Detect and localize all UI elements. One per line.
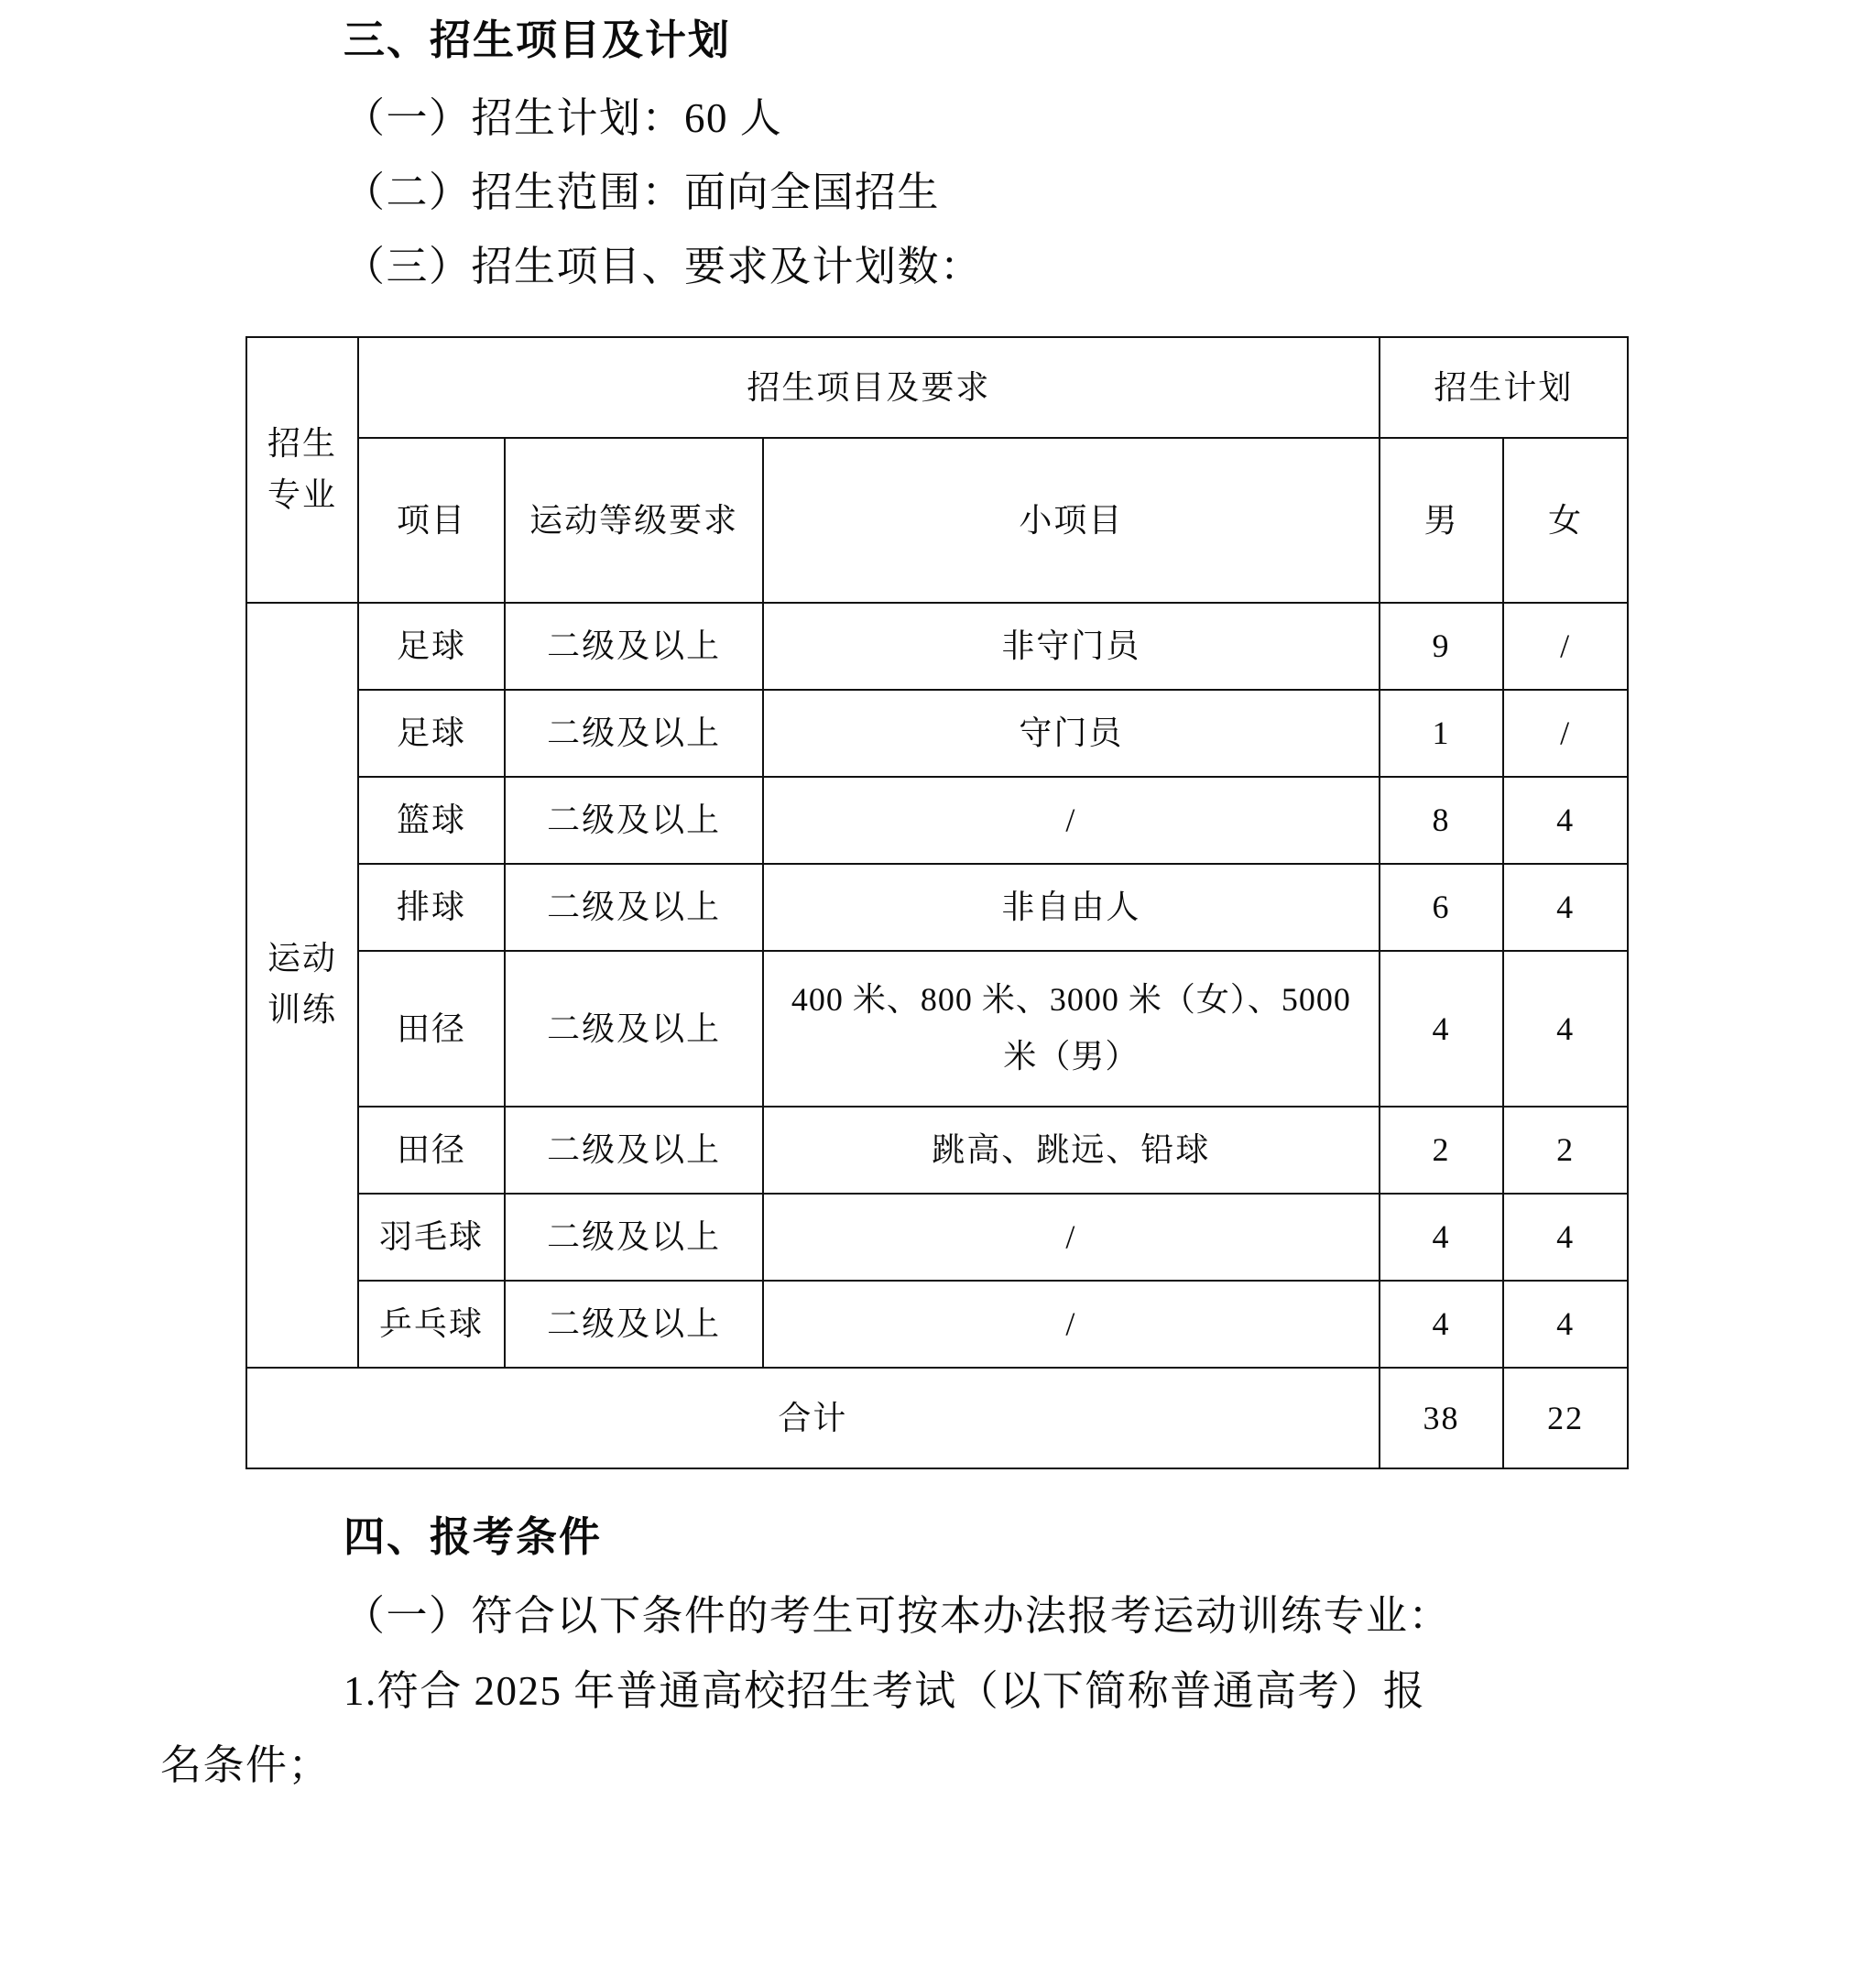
cell-level: 二级及以上 [505, 603, 763, 690]
table-row [246, 690, 1628, 777]
cell-male: 8 [1380, 777, 1504, 864]
cell-male: 4 [1380, 951, 1504, 1107]
cell-male: 9 [1380, 603, 1504, 690]
cell-female: / [1503, 690, 1628, 777]
cell-female: 4 [1503, 864, 1628, 951]
header-enrollment-plan: 招生计划 [1380, 337, 1628, 438]
major-line1: 运动 [267, 940, 338, 977]
section3-item-3: （三）招生项目、要求及计划数： [344, 244, 983, 290]
table-row [246, 1194, 1628, 1281]
cell-male: 4 [1380, 1281, 1504, 1368]
section4-item-3: 名条件； [160, 1741, 332, 1788]
table-row [246, 603, 1628, 690]
cell-level: 二级及以上 [505, 951, 763, 1107]
table-total-row [246, 1368, 1628, 1468]
cell-sub-event: 非守门员 [763, 603, 1380, 690]
header-program-requirements: 招生项目及要求 [358, 337, 1380, 438]
cell-event: 足球 [358, 690, 505, 777]
section-heading-3: 三、招生项目及计划 [344, 16, 732, 63]
cell-event: 乒乓球 [358, 1281, 505, 1368]
cell-sub-event: 守门员 [763, 690, 1380, 777]
cell-sub-event: / [763, 1281, 1380, 1368]
cell-event: 羽毛球 [358, 1194, 505, 1281]
header-major [246, 337, 358, 603]
cell-total-female: 22 [1503, 1368, 1628, 1468]
enrollment-plan-table-wrapper [0, 336, 1876, 1469]
cell-event: 足球 [358, 603, 505, 690]
cell-female: 4 [1503, 1194, 1628, 1281]
cell-sub-event: / [763, 1194, 1380, 1281]
enrollment-plan-table [245, 336, 1629, 1469]
cell-female: 4 [1503, 777, 1628, 864]
cell-male: 6 [1380, 864, 1504, 951]
cell-major-sports-training [246, 603, 358, 1368]
section-heading-4: 四、报考条件 [344, 1512, 603, 1560]
table-row [246, 777, 1628, 864]
table-row [246, 1281, 1628, 1368]
cell-sub-event: 非自由人 [763, 864, 1380, 951]
cell-total-label: 合计 [246, 1368, 1380, 1468]
cell-level: 二级及以上 [505, 690, 763, 777]
cell-level: 二级及以上 [505, 777, 763, 864]
cell-female: / [1503, 603, 1628, 690]
table-head [246, 337, 1628, 603]
cell-female: 4 [1503, 1281, 1628, 1368]
cell-male: 1 [1380, 690, 1504, 777]
cell-female: 2 [1503, 1107, 1628, 1194]
cell-male: 4 [1380, 1194, 1504, 1281]
cell-level: 二级及以上 [505, 1107, 763, 1194]
table-body [246, 603, 1628, 1468]
header-sub-event: 小项目 [763, 438, 1380, 603]
header-major-line2: 专业 [267, 475, 338, 513]
section3-item-1: （一）招生计划：60 人 [344, 94, 783, 141]
section3-item-2: （二）招生范围：面向全国招生 [344, 169, 941, 215]
cell-level: 二级及以上 [505, 864, 763, 951]
cell-total-male: 38 [1380, 1368, 1504, 1468]
cell-sub-event: / [763, 777, 1380, 864]
header-level [505, 438, 763, 603]
cell-sub-event: 跳高、跳远、铅球 [763, 1107, 1380, 1194]
cell-female: 4 [1503, 951, 1628, 1107]
header-major-line1: 招生 [267, 424, 338, 462]
cell-sub-event [763, 951, 1380, 1107]
table-row [246, 1107, 1628, 1194]
header-level-text: 运动等级要求 [529, 501, 739, 539]
table-row [246, 951, 1628, 1107]
cell-level: 二级及以上 [505, 1281, 763, 1368]
table-row [246, 864, 1628, 951]
cell-event: 排球 [358, 864, 505, 951]
cell-event: 田径 [358, 1107, 505, 1194]
cell-event: 田径 [358, 951, 505, 1107]
cell-sub-event-text: 400 米、800 米、3000 米（女）、5000 米（男） [791, 981, 1351, 1075]
cell-male: 2 [1380, 1107, 1504, 1194]
table-header-row-1 [246, 337, 1628, 438]
header-event: 项目 [358, 438, 505, 603]
table-header-row-2 [246, 438, 1628, 603]
header-female: 女 [1503, 438, 1628, 603]
section4-item-2: 1.符合 2025 年普通高校招生考试（以下简称普通高考）报 [344, 1667, 1426, 1714]
header-male: 男 [1380, 438, 1504, 603]
cell-level: 二级及以上 [505, 1194, 763, 1281]
major-line2: 训练 [267, 991, 338, 1028]
section4-item-1: （一）符合以下条件的考生可按本办法报考运动训练专业： [344, 1593, 1452, 1640]
cell-event: 篮球 [358, 777, 505, 864]
